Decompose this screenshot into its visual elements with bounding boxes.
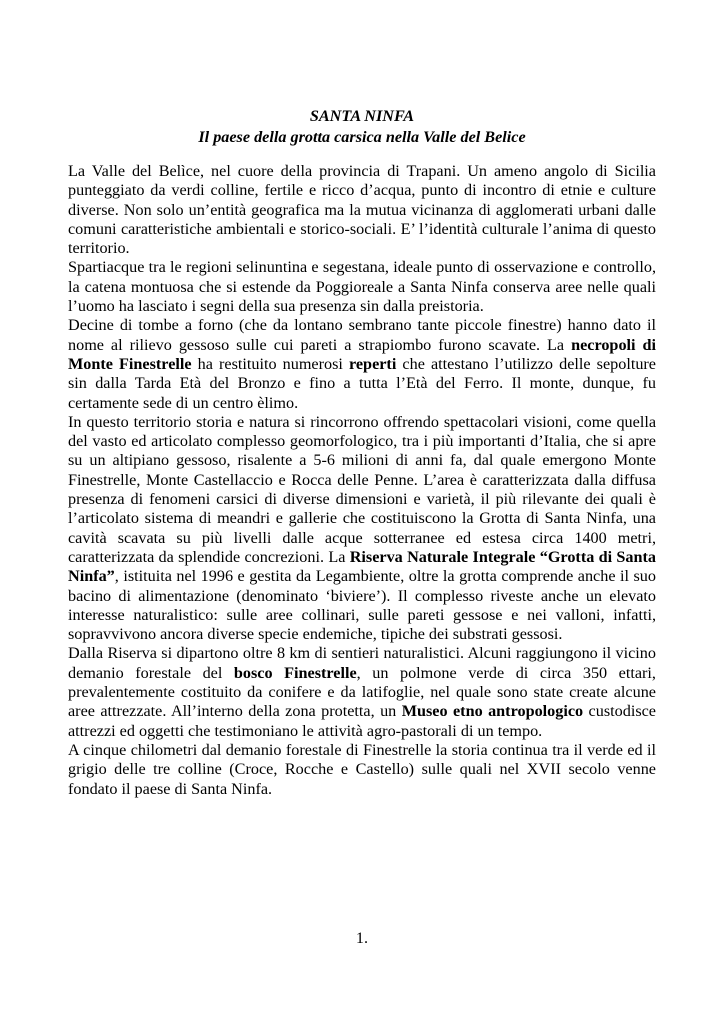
document-title: SANTA NINFA: [309, 107, 415, 125]
text-run: che attestano l’utilizzo delle sepolture sin dalla Tarda Età del Bronzo e fino a tutta l’Età del Ferro. Il monte, dunque, fu certamente sede di un centro èlimo.: [68, 354, 656, 412]
bold-text: Riserva Naturale Integrale “Grotta di Santa Ninfa”: [68, 547, 656, 586]
paragraph: [68, 316, 656, 412]
text-run: , un polmone verde di circa 350 ettari, prevalentemente costituito da conifere e da latifoglie, nel quale sono state create alcune aree attrezzate. All’interno della zona protetta, un: [68, 663, 656, 721]
body-text: [68, 162, 656, 799]
paragraph: [68, 258, 656, 316]
text-run: Decine di tombe a forno (che da lontano sembrano tante piccole finestre) hanno dato il nome al rilievo gessoso sulle cui pareti a strapiombo furono scavate. La: [68, 316, 656, 354]
title-block: [68, 106, 656, 148]
paragraph: [68, 413, 656, 645]
text-run: Spartiacque tra le regioni selinuntina e segestana, ideale punto di osservazione e controllo, la catena montuosa che si estende da Poggioreale a Santa Ninfa conserva aree nelle quali l’uomo ha lasciato i segni della sua presenza sin dalla preistoria.: [68, 258, 656, 316]
text-run: La Valle del Belìce, nel cuore della provincia di Trapani. Un ameno angolo di Sicilia punteggiato da verdi colline, fertile e ricco d’acqua, punto di incontro di etnie e culture diverse. Non solo un’entità geografica ma la mutua vicinanza di agglomerati urbani dalle comuni caratteristiche ambientali e storico-sociali. E’ l’identità culturale l’anima di questo territorio.: [68, 162, 656, 258]
text-run: custodisce attrezzi ed oggetti che testimoniano le attività agro-pastorali di un tempo.: [68, 702, 656, 740]
text-run: In questo territorio storia e natura si rincorrono offrendo spettacolari visioni, come quella del vasto ed articolato complesso geomorfologico, tra i più importanti d’Italia, che si apre su un altipiano gessoso, risalente a 5-6 milioni di anni fa, dal quale emergono Monte Finestrelle, Monte Castellaccio e Rocca delle Penne. L’area è caratterizzata dalla diffusa presenza di fenomeni carsici di diverse dimensioni e varietà, il più rilevante dei quali è l’articolato sistema di meandri e gallerie che costituiscono la Grotta di Santa Ninfa, una cavità scavata su più livelli dalle acque sotterranee ed estesa circa 1400 metri, caratterizzata da splendide concrezioni. La: [68, 412, 656, 566]
page-number: 1.: [355, 929, 369, 947]
text-run: A cinque chilometri dal demanio forestale di Finestrelle la storia continua tra il verde ed il grigio delle tre colline (Croce, Rocche e Castello) sulle quali nel XVII secolo venne fondato il paese di Santa Ninfa.: [68, 740, 656, 798]
paragraph: [68, 162, 656, 258]
bold-text: bosco Finestrelle: [233, 663, 357, 682]
document-subtitle: Il paese della grotta carsica nella Valle del Belice: [198, 128, 526, 146]
bold-text: Museo etno antropologico: [401, 702, 584, 721]
paragraph: [68, 741, 656, 799]
bold-text: necropoli di Monte Finestrelle: [68, 335, 657, 373]
text-run: Dalla Riserva si dipartono oltre 8 km di sentieri naturalistici. Alcuni raggiungono il vicino demanio forestale del: [68, 644, 656, 682]
bold-text: reperti: [348, 354, 397, 373]
text-run: , istituita nel 1996 e gestita da Legambiente, oltre la grotta comprende anche il suo bacino di alimentazione (denominato ‘biviere’). Il complesso riveste anche un elevato interesse naturalistico: sulle aree collinari, sulle pareti gessose e nei valloni, infatti, sopravvivono ancora diverse specie endemiche, tipiche dei substrati gessosi.: [68, 567, 656, 644]
text-run: ha restituito numerosi: [191, 354, 349, 373]
paragraph: [68, 644, 656, 740]
